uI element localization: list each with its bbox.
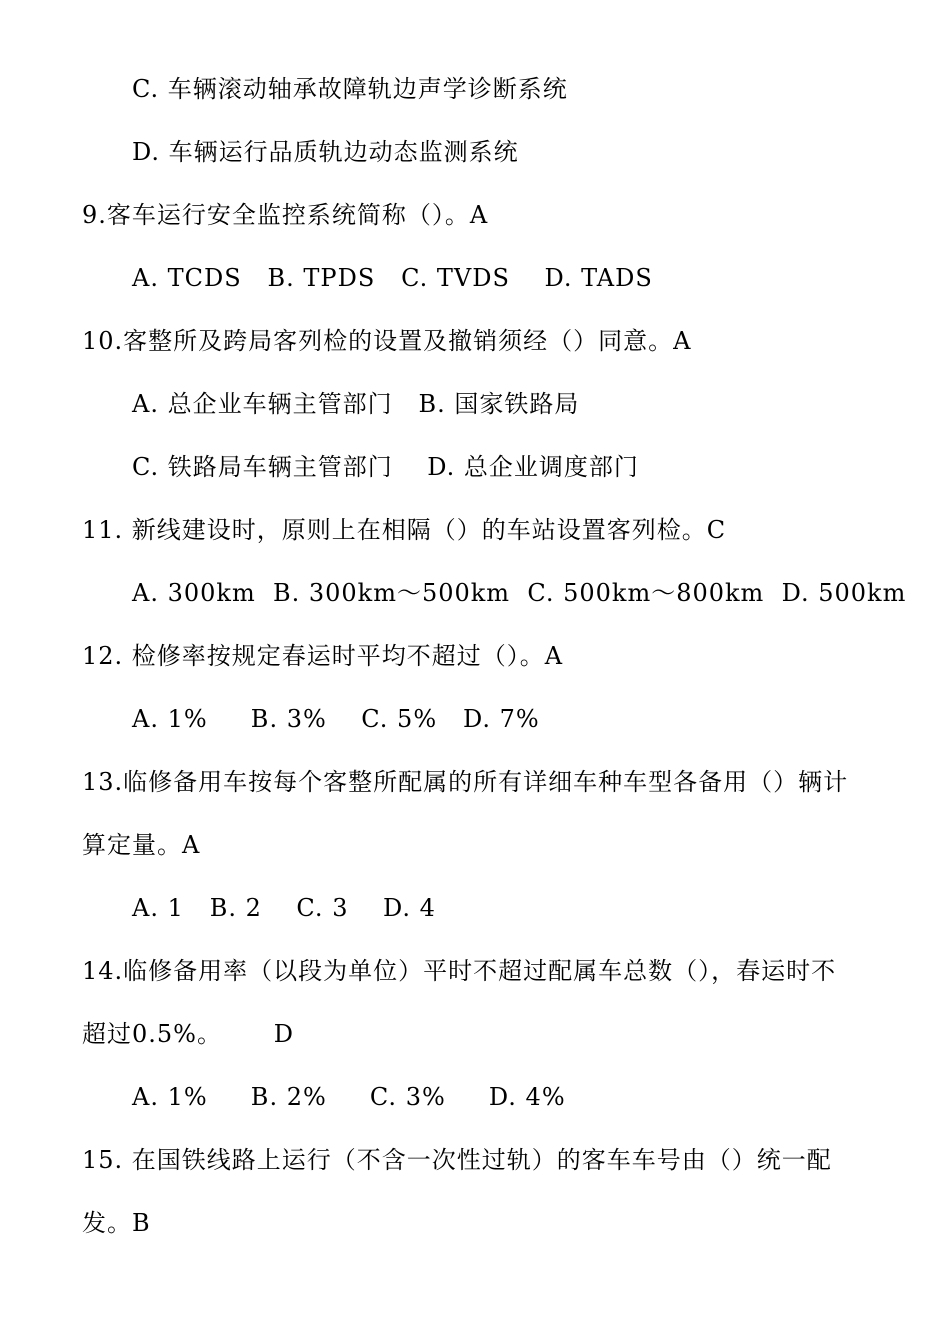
q14-options: A. 1% B. 2% C. 3% D. 4% [132, 1083, 566, 1111]
q10-options-ab: A. 总企业车辆主管部门 B. 国家铁路局 [132, 390, 580, 418]
q15-question-cont: 发。B [82, 1209, 151, 1237]
q13-question-cont: 算定量。A [82, 831, 201, 859]
q9-options: A. TCDS B. TPDS C. TVDS D. TADS [132, 264, 653, 292]
q14-question: 14.临修备用率（以段为单位）平时不超过配属车总数（），春运时不 [82, 957, 837, 985]
q13-question: 13.临修备用车按每个客整所配属的所有详细车种车型各备用（）辆计 [82, 768, 849, 796]
q13-options: A. 1 B. 2 C. 3 D. 4 [132, 894, 436, 922]
q11-question: 11. 新线建设时，原则上在相隔（）的车站设置客列检。C [82, 516, 727, 544]
q9-question: 9.客车运行安全监控系统简称（）。A [82, 201, 489, 229]
q10-options-cd: C. 铁路局车辆主管部门 D. 总企业调度部门 [132, 453, 639, 481]
q8-option-c: C. 车辆滚动轴承故障轨边声学诊断系统 [132, 75, 568, 103]
q12-question: 12. 检修率按规定春运时平均不超过（）。A [82, 642, 564, 670]
q8-option-d: D. 车辆运行品质轨边动态监测系统 [132, 138, 519, 166]
q14-question-cont: 超过0.5%。 D [82, 1020, 294, 1048]
q10-question: 10.客整所及跨局客列检的设置及撤销须经（）同意。A [82, 327, 692, 355]
q11-options: A. 300km B. 300km～500km C. 500km～800km D. 500km [132, 579, 907, 607]
q15-question: 15. 在国铁线路上运行（不含一次性过轨）的客车车号由（）统一配 [82, 1146, 832, 1174]
q12-options: A. 1% B. 3% C. 5% D. 7% [132, 705, 540, 733]
